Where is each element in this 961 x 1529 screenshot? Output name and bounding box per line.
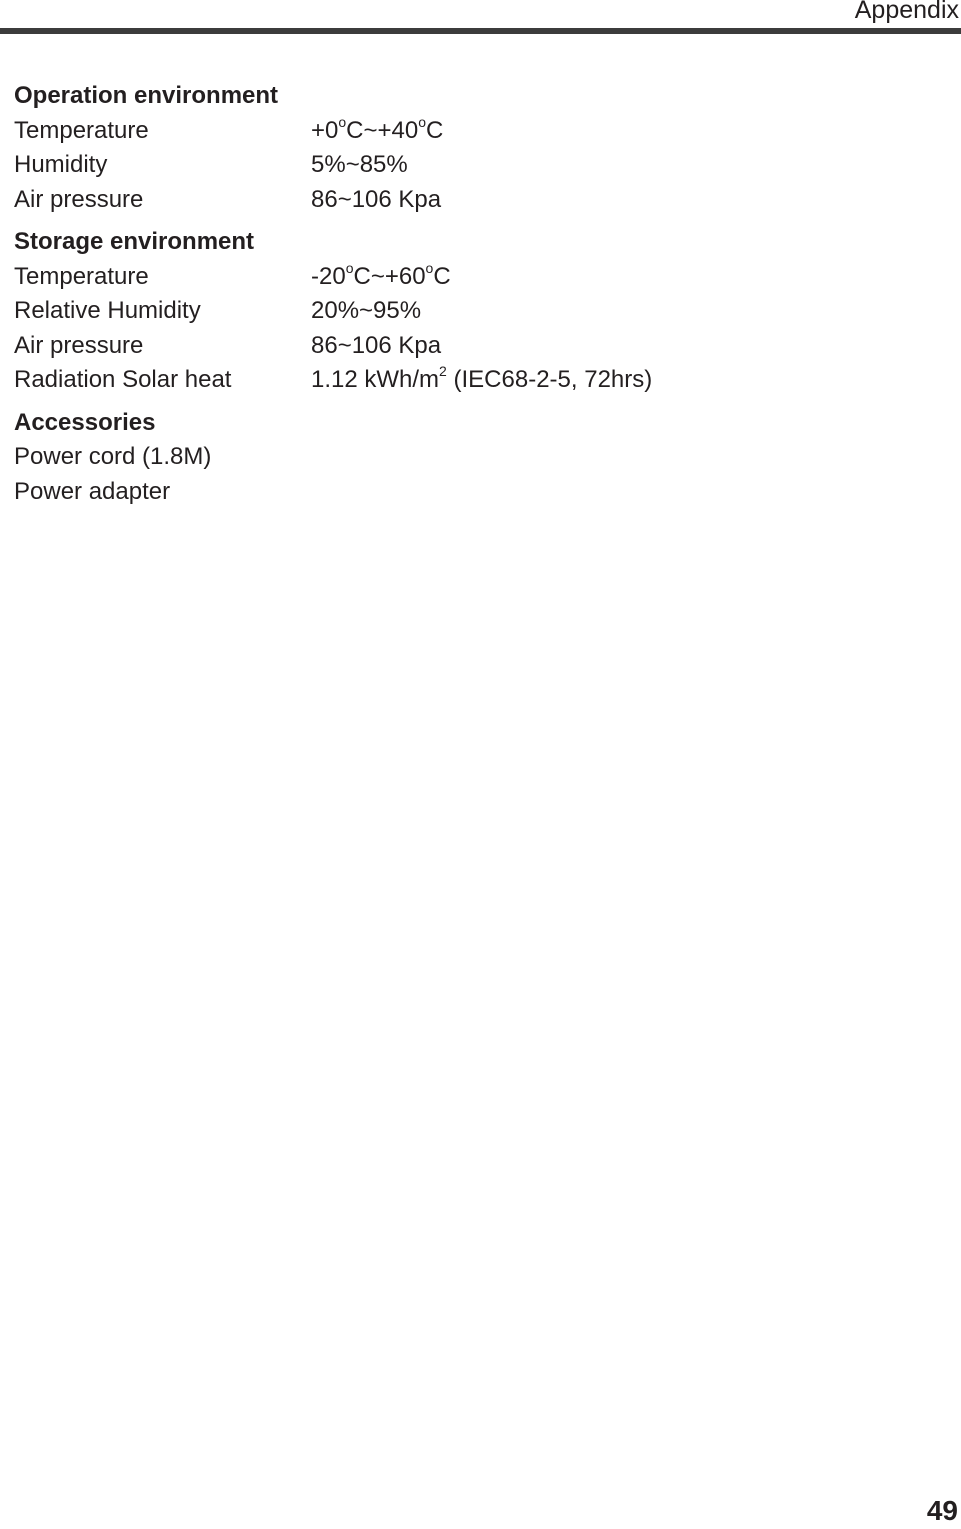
section-title: Accessories <box>14 408 156 436</box>
spec-row <box>14 329 944 364</box>
accessories-section <box>14 406 944 510</box>
spec-value: 86~106 Kpa <box>311 331 442 359</box>
spec-label: Humidity <box>14 151 108 178</box>
spec-value: $+0^oC\sim+40^oC$ <box>311 113 444 144</box>
accessory-item <box>14 475 944 510</box>
spec-row <box>14 363 944 398</box>
accessory-label: Power adapter <box>14 477 171 505</box>
spec-value: 1.12 kWh/$m^2$ (IEC68-2-5, 72hrs) <box>311 363 653 393</box>
section-label: Appendix <box>854 0 959 24</box>
spec-label: Relative Humidity <box>14 297 201 324</box>
page-number: 49 <box>926 1495 958 1526</box>
spec-label: Air pressure <box>14 185 144 213</box>
spec-label: Air pressure <box>14 331 144 359</box>
accessory-label: Power cord (1.8M) <box>14 443 212 470</box>
spec-value: 86~106 Kpa <box>311 185 442 213</box>
spec-value: $-20^oC\sim+60^oC$ <box>311 259 451 290</box>
spec-value: 20%~95% <box>311 297 422 324</box>
section-title: Storage environment <box>14 228 255 255</box>
operation-environment-section <box>14 79 944 217</box>
spec-row <box>14 183 944 218</box>
spec-value: 5%~85% <box>311 151 408 178</box>
storage-environment-section <box>14 225 944 398</box>
section-title: Operation environment <box>14 82 279 109</box>
spec-label: Temperature <box>14 262 149 290</box>
spec-row <box>14 294 944 329</box>
spec-content <box>14 79 944 517</box>
spec-label: Temperature <box>14 116 149 144</box>
header-rule <box>0 28 961 34</box>
spec-row <box>14 114 944 149</box>
accessory-item <box>14 440 944 475</box>
spec-row <box>14 148 944 183</box>
spec-row <box>14 260 944 295</box>
spec-label: Radiation Solar heat <box>14 366 232 393</box>
